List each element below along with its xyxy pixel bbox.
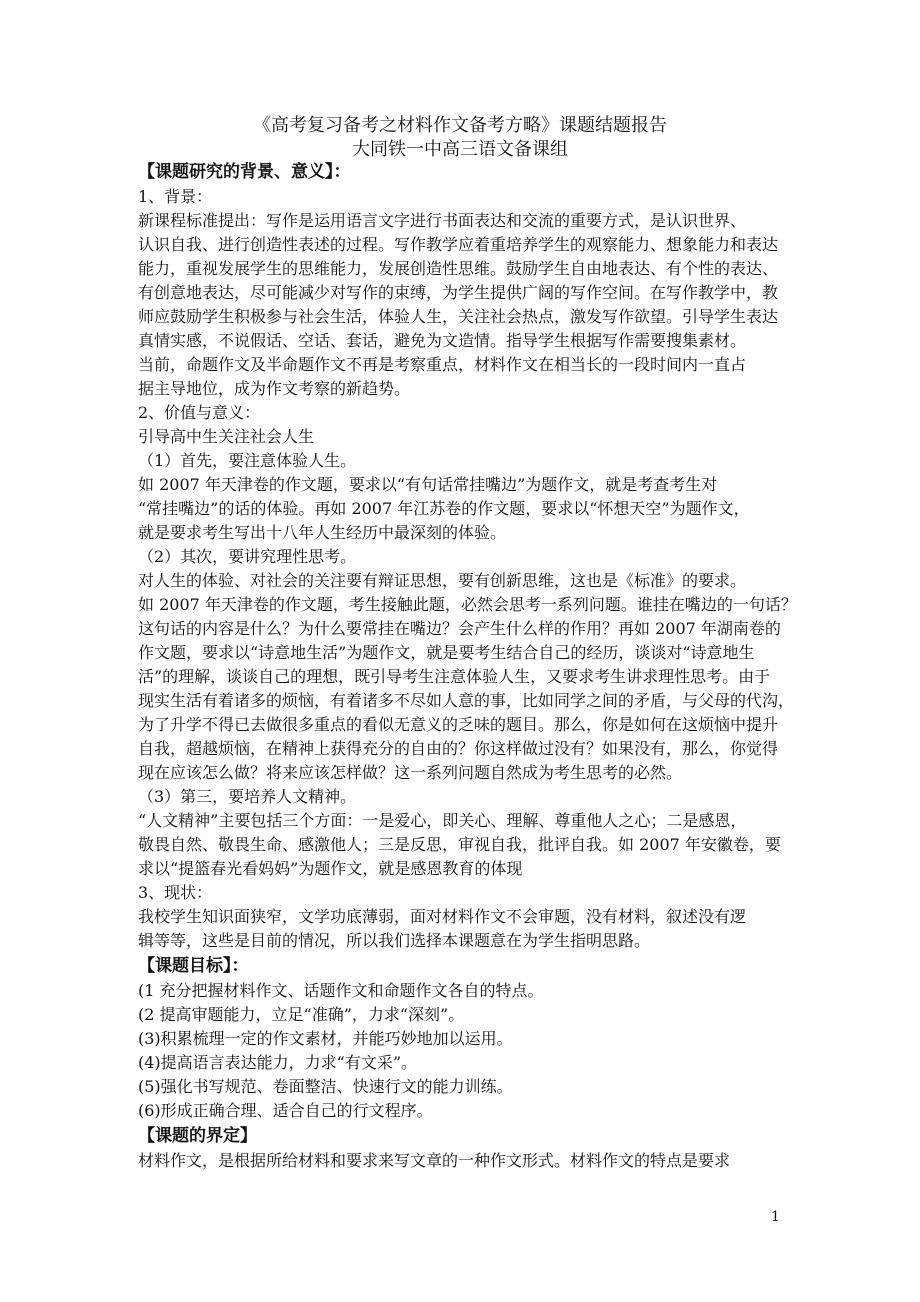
list-item: (5)强化书写规范、卷面整洁、快速行文的能力训练。 [138, 1077, 513, 1096]
paragraph-line: 为了升学不得已去做很多重点的看似无意义的乏味的题目。那么，你是如何在这烦恼中提升 [138, 715, 779, 734]
paragraph-line: 当前，命题作文及半命题作文不再是考察重点，材料作文在相当长的一段时间内一直占 [138, 355, 747, 374]
subheading-value: 2、价值与意义： [138, 403, 261, 422]
section-heading-definition: 【课题的界定】 [138, 1126, 257, 1146]
list-item: (4)提高语言表达能力，力求“有文采”。 [138, 1053, 418, 1072]
paragraph-line: 新课程标准提出：写作是运用语言文字进行书面表达和交流的重要方式，是认识世界、 [138, 211, 747, 230]
paragraph-line: “常挂嘴边”的话的体验。再如 2007 年江苏卷的作文题，要求以“怀想天空”为题作文， [138, 499, 750, 518]
subheading-status: 3、现状： [138, 883, 213, 902]
subheading-background: 1、背景： [138, 187, 213, 206]
paragraph-line: 就是要求考生写出十八年人生经历中最深刻的体验。 [138, 523, 507, 542]
paragraph-line: 能力，重视发展学生的思维能力，发展创造性思维。鼓励学生自由地表达、有个性的表达、 [138, 259, 779, 278]
paragraph-line: 真情实感，不说假话、空话、套话，避免为文造情。指导学生根据写作需要搜集素材。 [138, 331, 747, 350]
paragraph-line: 材料作文，是根据所给材料和要求来写文章的一种作文形式。材料作文的特点是要求 [138, 1151, 731, 1170]
paragraph-line: 这句话的内容是什么？为什么要常挂在嘴边？会产生什么样的作用？再如 2007 年湖南卷的 [138, 619, 781, 638]
paragraph-line: 对人生的体验、对社会的关注要有辩证思想，要有创新思维，这也是《标准》的要求。 [138, 571, 747, 590]
paragraph-line: 求以“提篮春光看妈妈”为题作文，就是感恩教育的体现 [138, 859, 523, 878]
list-item: （1）首先，要注意体验人生。 [138, 451, 357, 470]
section-heading-goals: 【课题目标】： [138, 956, 249, 976]
paragraph-line: 活”的理解，谈谈自己的理想，既引导考生注意体验人生，又要求考生讲求理性思考。由于 [138, 667, 771, 686]
paragraph-line: 辑等等，这些是目前的情况，所以我们选择本课题意在为学生指明思路。 [138, 931, 651, 950]
page-number: 1 [771, 1209, 780, 1225]
paragraph-line: 作文题，要求以“诗意地生活”为题作文，就是要考生结合自己的经历，谈谈对“诗意地生 [138, 643, 755, 662]
paragraph-line: 我校学生知识面狭窄，文学功底薄弱，面对材料作文不会审题，没有材料，叙述没有逻 [138, 907, 747, 926]
list-item: (6)形成正确合理、适合自己的行文程序。 [138, 1101, 433, 1120]
paragraph-line: 如 2007 年天津卷的作文题，要求以“有句话常挂嘴边”为题作文，就是考查考生对 [138, 475, 718, 494]
paragraph-line: 认识自我、进行创造性表述的过程。写作教学应着重培养学生的观察能力、想象能力和表达 [138, 235, 779, 254]
paragraph-line: “人文精神”主要包括三个方面：一是爱心，即关心、理解、尊重他人之心；二是感恩， [138, 811, 747, 830]
paragraph-line: 自我，超越烦恼，在精神上获得充分的自由的？你这样做过没有？如果没有，那么，你觉得 [138, 739, 779, 758]
list-item: （2）其次，要讲究理性思考。 [138, 547, 357, 566]
list-item: (3)积累梳理一定的作文素材，并能巧妙地加以运用。 [138, 1029, 513, 1048]
paragraph-line: 据主导地位，成为作文考察的新趋势。 [138, 379, 411, 398]
list-item: （3）第三，要培养人文精神。 [138, 787, 357, 806]
paragraph-line: 敬畏自然、敬畏生命、感激他人；三是反思，审视自我，批评自我。如 2007 年安徽卷，要 [138, 835, 781, 854]
list-item: (1 充分把握材料作文、话题作文和命题作文各自的特点。 [138, 981, 544, 1000]
paragraph-line: 师应鼓励学生积极参与社会生活，体验人生，关注社会热点，激发写作欲望。引导学生表达 [138, 307, 779, 326]
document-subtitle: 大同铁一中高三语文备课组 [352, 139, 568, 160]
section-heading-background: 【课题研究的背景、意义】： [138, 162, 351, 182]
paragraph-line: 现实生活有着诸多的烦恼，有着诸多不尽如人意的事，比如同学之间的矛盾，与父母的代沟， [138, 691, 795, 710]
document-title: 《高考复习备考之材料作文备考方略》课题结题报告 [253, 115, 667, 136]
paragraph-line: 如 2007 年天津卷的作文题，考生接触此题，必然会思考一系列问题。谁挂在嘴边的一句话？ [138, 595, 797, 614]
paragraph-line: 有创意地表达，尽可能减少对写作的束缚，为学生提供广阔的写作空间。在写作教学中，教 [138, 283, 779, 302]
paragraph-line: 现在应该怎么做？将来应该怎样做？这一系列问题自然成为考生思考的必然。 [138, 763, 683, 782]
list-item: (2 提高审题能力，立足“准确”，力求“深刻”。 [138, 1005, 465, 1024]
paragraph-line: 引导高中生关注社会人生 [138, 427, 315, 446]
